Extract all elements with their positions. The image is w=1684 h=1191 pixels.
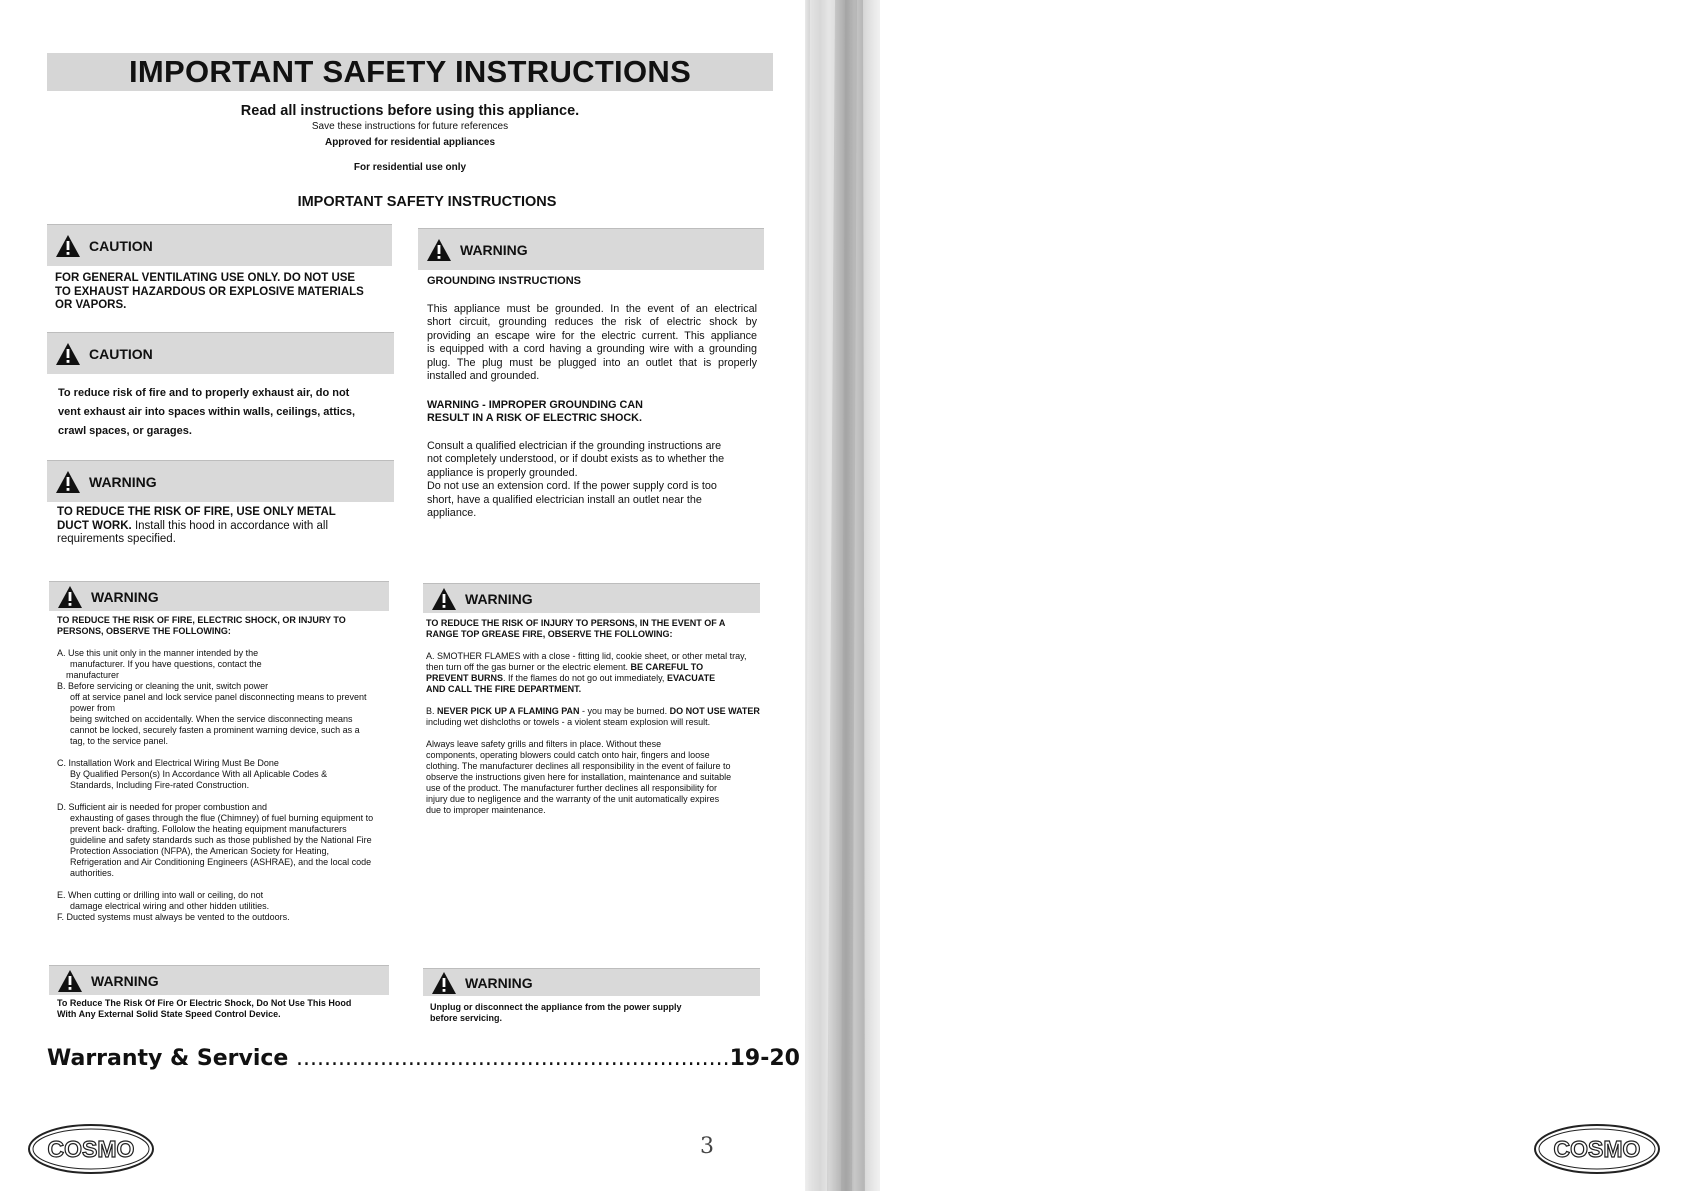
cosmo-logo-icon: [27, 1123, 155, 1175]
caution-text-1: FOR GENERAL VENTILATING USE ONLY. DO NOT USE TO EXHAUST HAZARDOUS OR EXPLOSIVE MATERIALS OR VAPORS.: [55, 272, 364, 311]
caution-label: CAUTION: [89, 345, 153, 362]
warning-label: WARNING: [89, 473, 157, 490]
warning-text-ground: GROUNDING INSTRUCTIONS This appliance must be grounded. In the event of an electrical short circuit, grounding reduces the risk of electric shock by providing an escape wire for the electric current. This appliance is equipped with a cord having a grounding wire with a grounding plug. The plug must be plugged into an outlet that is properly installed and grounded. WARNING - IMPROPER GROUNDING CAN RESULT IN A RISK OF ELECTRIC SHOCK. Consult a qualified electrician if the grounding instructions are not completely understood, or if doubt exists as to whether the appliance is properly grounded. Do not use an extension cord. If the power supply cord is too short, have a qualified electrician install an outlet near the appliance.: [427, 275, 757, 519]
svg-text:COSMO: COSMO: [47, 1136, 135, 1162]
caution-header-1: [47, 224, 392, 266]
page-fold-spine: [805, 0, 880, 1191]
warning-triangle-icon: [55, 234, 81, 258]
warning-label: WARNING: [91, 972, 159, 989]
warning-text-grease: TO REDUCE THE RISK OF INJURY TO PERSONS, IN THE EVENT OF A RANGE TOP GREASE FIRE, OBSERVE THE FOLLOWING: A. SMOTHER FLAMES with a close - fitting lid, cookie sheet, or other metal tray, then turn off the gas burner or the electric element. BE CAREFUL TO PREVENT BURNS. If the flames do not go out immediately, EVACUATE AND CALL THE FIRE DEPARTMENT. B. NEVER PICK UP A FLAMING PAN - you may be burned. DO NOT USE WATER including wet dishcloths or towels - a violent steam explosion will result. Always leave safety grills and filters in place. Without these components, operating blowers could catch onto hair, fingers and loose clothing. The manufacturer declines all responsibility in the event of failure to observe the instructions given here for installation, maintenance and suitable use of the product. The manufacturer further declines all responsibility for injury due to negligence and the warranty of the unit automatically expires due to improper maintenance.: [426, 618, 760, 815]
item-c: C. Installation Work and Electrical Wiring Must Be Done By Qualified Person(s) In Accordance With all Aplicable Codes & Standards, Including Fire-rated Construction.: [57, 758, 328, 790]
toc-entry-title: Warranty & Service: [47, 1046, 289, 1071]
warning-header-ground: [418, 228, 764, 270]
warning-header-duct: [47, 460, 394, 502]
read-all-line: Read all instructions before using this appliance.: [240, 103, 580, 119]
section-subtitle: IMPORTANT SAFETY INSTRUCTIONS: [297, 194, 557, 210]
item-f: F. Ducted systems must always be vented to the outdoors.: [57, 912, 290, 922]
caution-header-2: [47, 332, 394, 374]
warning-label: WARNING: [460, 241, 528, 258]
warning-text-duct: TO REDUCE THE RISK OF FIRE, USE ONLY METAL DUCT WORK. Install this hood in accordance with all requirements specified.: [57, 506, 336, 545]
warning-header-unplug: [423, 968, 760, 996]
warning-triangle-icon: [55, 470, 81, 494]
warning-triangle-icon: [431, 971, 457, 995]
warning-triangle-icon: [57, 969, 83, 993]
warning-header-grease: [423, 583, 760, 613]
warning-header-persons: [49, 581, 389, 611]
warning-label: WARNING: [465, 590, 533, 607]
cosmo-logo-left: [27, 1123, 155, 1180]
approved-line: Approved for residential appliances: [324, 137, 496, 148]
item-b: B. Before servicing or cleaning the unit, switch power off at service panel and lock service panel disconnecting means to prevent power from being switched on accidentally. When the service disconnecting means cannot be locked, securely fasten a prominent warning device, such as a tag, to the service panel.: [57, 681, 367, 746]
toc-pages: 19-20: [729, 1046, 800, 1071]
warning-text-unplug: Unplug or disconnect the appliance from the power supply before servicing.: [430, 1002, 682, 1023]
banner-title: IMPORTANT SAFETY INSTRUCTIONS: [128, 54, 692, 89]
warning-label: WARNING: [91, 588, 159, 605]
residential-line: For residential use only: [353, 162, 467, 173]
toc-entry: [47, 1046, 800, 1071]
warning-text-persons: TO REDUCE THE RISK OF FIRE, ELECTRIC SHOCK, OR INJURY TO PERSONS, OBSERVE THE FOLLOWING: A. Use this unit only in the manner intended by the manufacturer. If you have questions, contact the manufacturer B. Before servicing or cleaning the unit, switch power off at service panel and lock service panel disconnecting means to prevent power from being switched on accidentally. When the service disconnecting means cannot be locked, securely fasten a prominent warning device, such as a tag, to the service panel. C. Installation Work and Electrical Wiring Must Be Done By Qualified Person(s) In Accordance With all Aplicable Codes & Standards, Including Fire-rated Construction. D. Sufficient air is needed for proper combustion and exhausting of gases through the flue (Chimney) of fuel burning equipment to prevent back- drafting. Follolow the heating equipment manufacturers guideline and safety standards such as those published by the National Fire Protection Association (NFPA), the American Society for Heating, Refrigeration and Air Conditioning Engineers (ASHRAE), and the local code authorities. E. When cutting or drilling into wall or ceiling, do not damage electrical wiring and other hidden utilities. F. Ducted systems must always be vented to the outdoors.: [57, 615, 397, 923]
item-d: D. Sufficient air is needed for proper combustion and exhausting of gases through the flue (Chimney) of fuel burning equipment to prevent back- drafting. Follolow the heating equipment manufacturers guideline and safety standards such as those published by the National Fire Protection Association (NFPA), the American Society for Heating, Refrigeration and Air Conditioning Engineers (ASHRAE), and the local code authorities.: [57, 802, 374, 878]
page-banner: [47, 53, 773, 91]
warning-triangle-icon: [57, 585, 83, 609]
warning-triangle-icon: [426, 238, 452, 262]
warning-label: WARNING: [465, 974, 533, 991]
item-e: E. When cutting or drilling into wall or ceiling, do not damage electrical wiring and other hidden utilities.: [57, 890, 270, 911]
toc-dots: ..............................................................: [296, 1046, 730, 1071]
page-number: 3: [700, 1134, 714, 1159]
warning-text-speed: To Reduce The Risk Of Fire Or Electric Shock, Do Not Use This Hood With Any External Solid State Speed Control Device.: [57, 998, 352, 1019]
caution-label: CAUTION: [89, 237, 153, 254]
warning-header-speed: [49, 965, 389, 995]
cosmo-logo-right: [1533, 1123, 1661, 1180]
save-line: Save these instructions for future references: [311, 121, 509, 132]
cosmo-logo-icon: [1533, 1123, 1661, 1175]
caution-text-2: To reduce risk of fire and to properly exhaust air, do not vent exhaust air into spaces within walls, ceilings, attics, crawl spaces, or garages.: [58, 387, 356, 437]
spine-shading: [805, 0, 880, 1191]
item-a: A. Use this unit only in the manner intended by the manufacturer. If you have questions, contact the manufacturer: [57, 648, 262, 680]
svg-text:COSMO: COSMO: [1553, 1136, 1641, 1162]
warning-triangle-icon: [55, 342, 81, 366]
warning-triangle-icon: [431, 587, 457, 611]
